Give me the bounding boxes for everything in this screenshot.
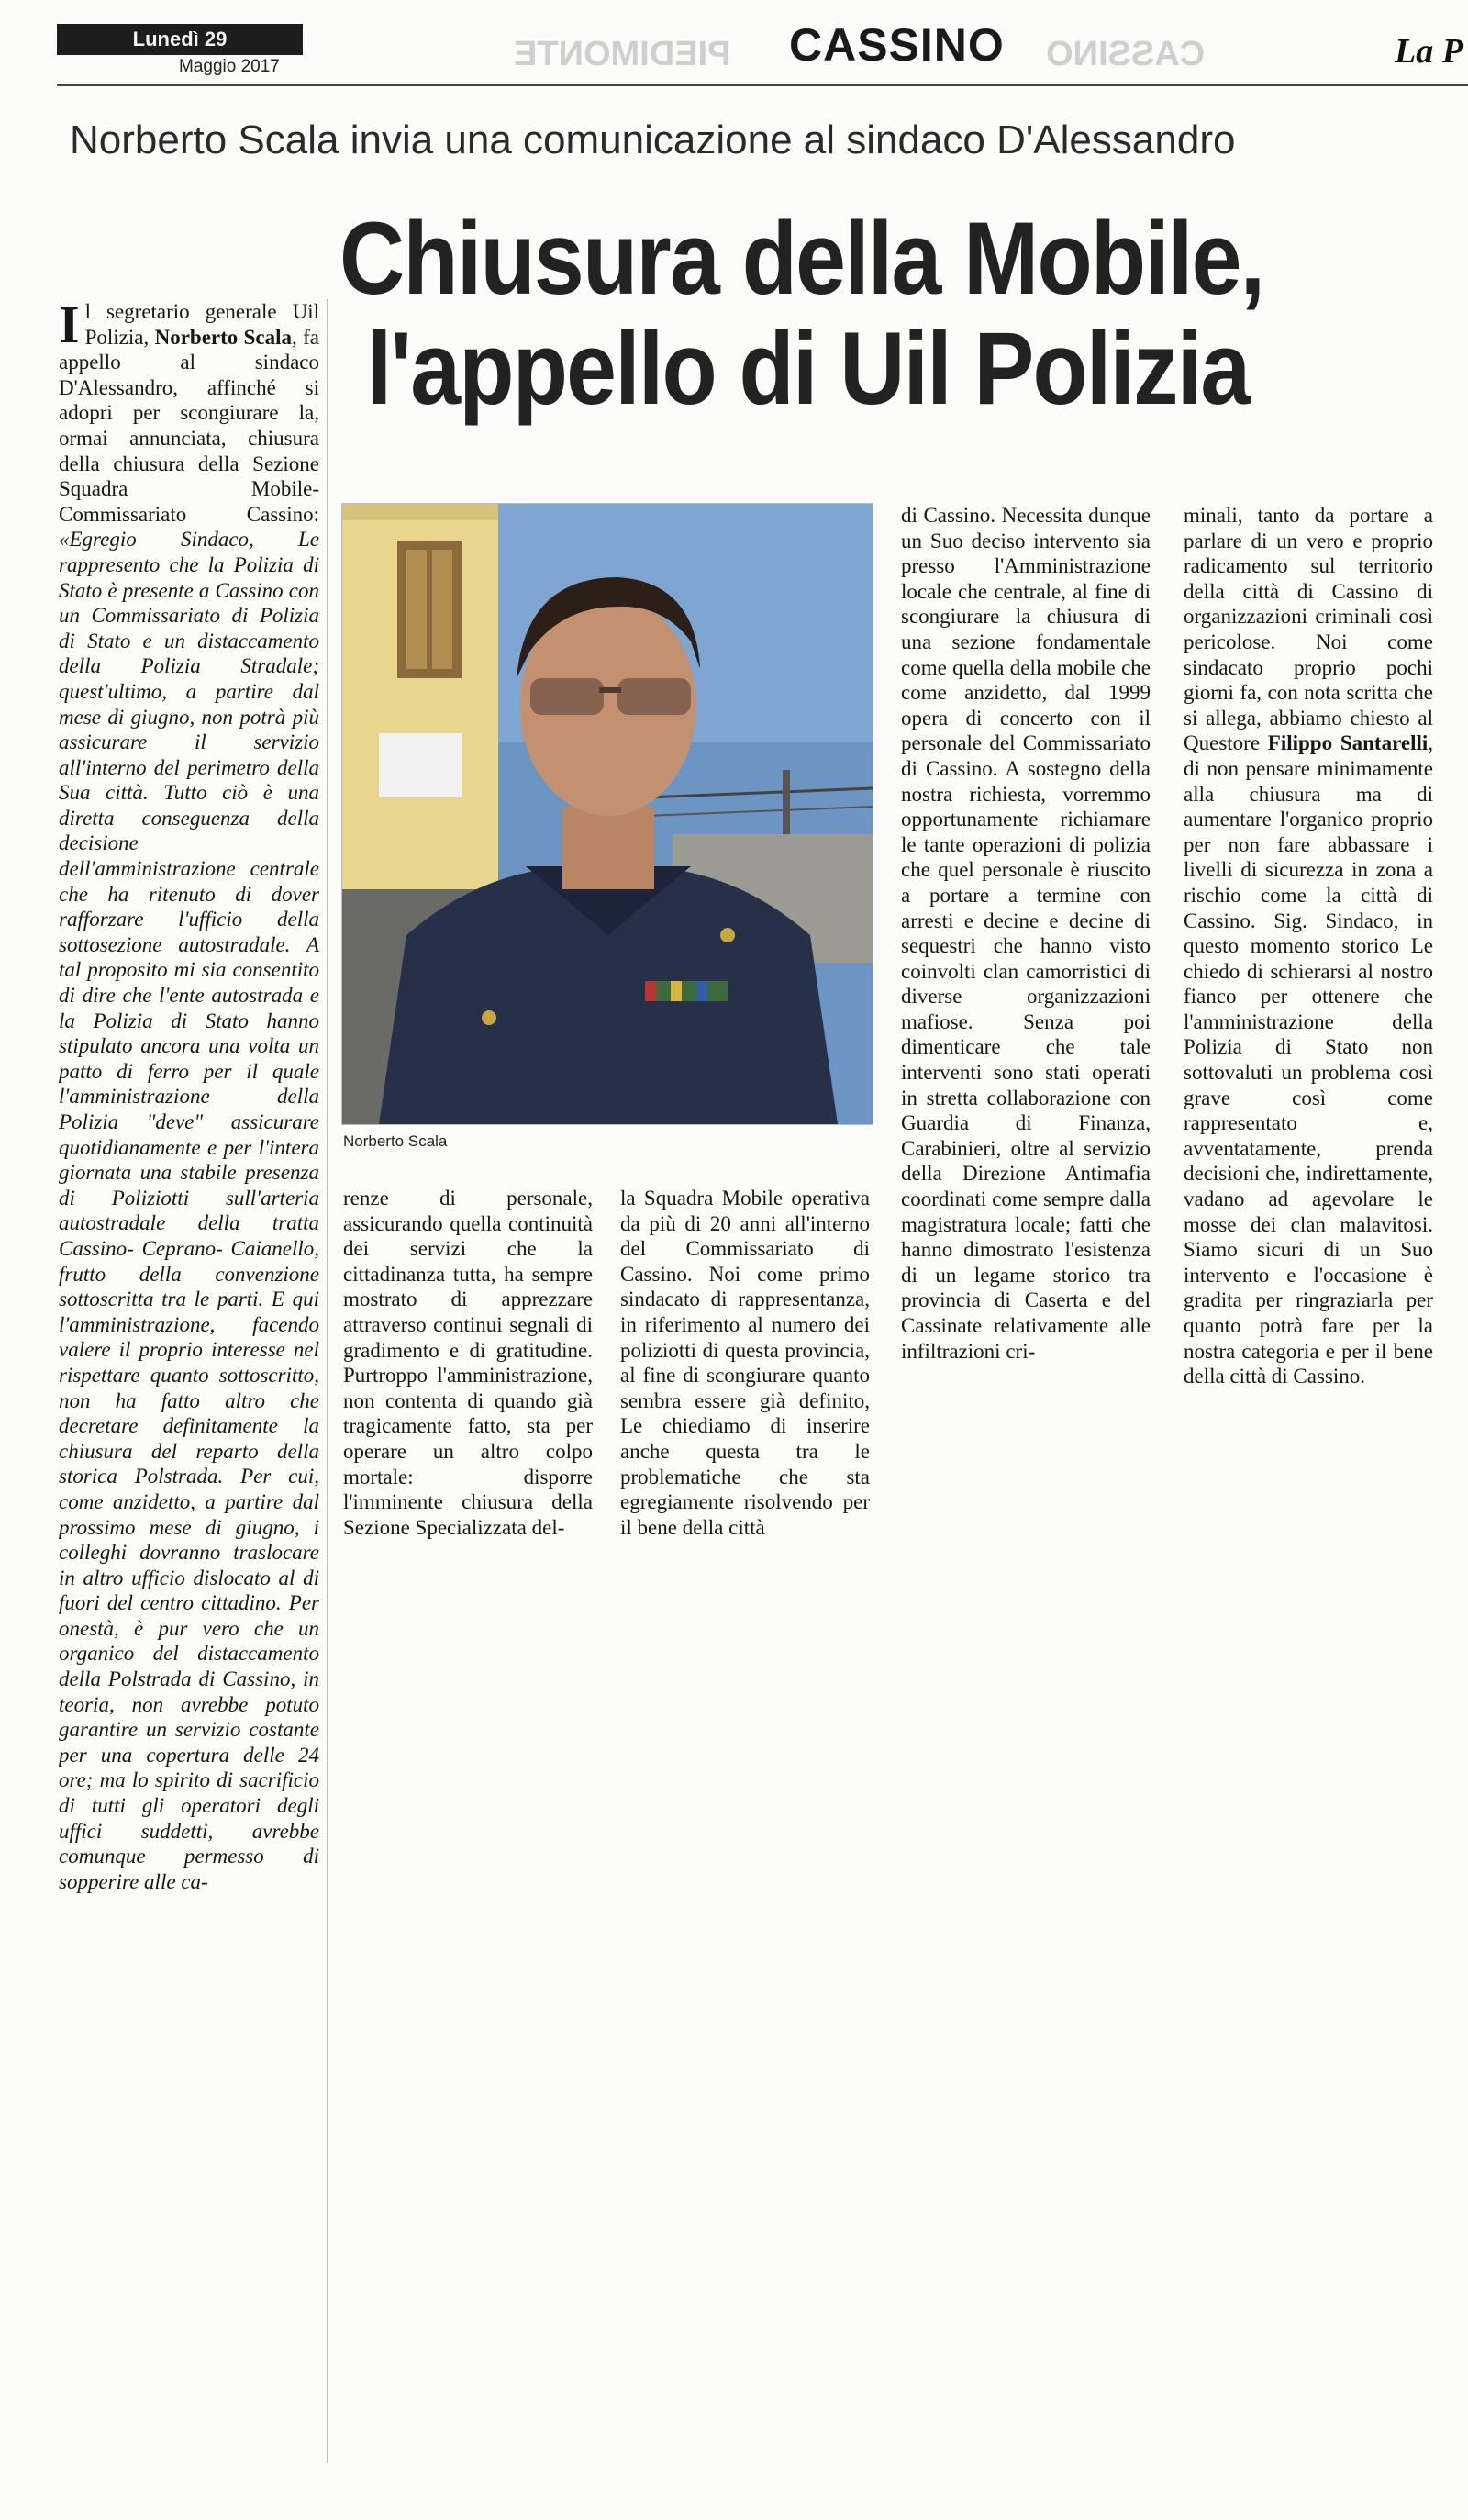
headline-line-2: l'appello di Uil Polizia	[366, 311, 1250, 426]
show-through-text-left: PIEDIMONTE	[514, 35, 731, 73]
author-name: Norberto Scala	[154, 325, 293, 349]
article-headline	[339, 201, 1308, 426]
section-title: CASSINO	[789, 19, 1005, 71]
headline-line-1: Chiusura della Mobile,	[339, 201, 1264, 316]
photo-caption: Norberto Scala	[343, 1132, 448, 1150]
article-column-3: la Squadra Mobile operativa da più di 20 anni all'interno del Commissariato di Cassino. Noi come primo sindacato di rappresentanza, in riferimento al numero dei poliziotti di questa provincia, al fine di scongiurare quanto sembra essere già definito, Le chiediamo di inserire anche questa tra le problematiche che sta egregiamente risolvendo per il bene della città	[620, 1187, 870, 1539]
date-day: Lunedì 29	[57, 24, 303, 55]
portrait-illustration	[342, 504, 873, 1124]
blank-area	[339, 1681, 1468, 2520]
drop-cap: I	[59, 299, 80, 354]
col1-lead: l segretario generale Uil Polizia,	[84, 300, 319, 349]
date-month: Maggio 2017	[179, 57, 280, 76]
article-kicker: Norberto Scala invia una comunicazione al sindaco D'Alessandro	[70, 117, 1236, 162]
show-through-text-right: CASSINO	[1046, 35, 1206, 73]
col1-body: «Egregio Sindaco, Le rappresento che la Polizia di Stato è presente a Cassino con un Commissariato di Polizia di Stato e un distaccamento della Polizia Stradale; quest'ultimo, a partire dal mese di giugno, non potrà più assicurare il servizio all'interno del perimetro della Sua città. Tutto ciò è una diretta conseguenza della decisione dell'amministrazione centrale che ha ritenuto di dover rafforzare l'ufficio della sottosezione autostradale. A tal proposito mi sia consentito di dire che l'ente autostrada e la Polizia di Stato hanno stipulato ancora una volta un patto di ferro per il quale l'amministrazione della Polizia "deve" assicurare quotidianamente e per l'intera giornata una stabile presenza di Poliziotti sull'arteria autostradale della tratta Cassino- Ceprano- Caianello, frutto della convenzione sottoscritta tra le parti. E qui l'amministrazione, facendo valere il proprio interesse nel rispettare quanto sottoscritto, non ha fatto altro che decretare definitamente la chiusura del reparto della storica Polstrada. Per cui, come anzidetto, a partire dal prossimo mese di giugno, i colleghi dovranno traslocare in altro ufficio dislocato al di fuori del centro cittadino. Per onestà, è pur vero che un organico del distaccamento della Polstrada di Cassino, in teoria, non avrebbe potuto garantire un servizio costante per una copertura delle 24 ore; ma lo spirito di sacrificio di tutti gli operatori degli uffici suddetti, avrebbe comunque permesso di sopperire alle ca-	[59, 528, 319, 1893]
article-column-2: renze di personale, assicurando quella continuità dei servizi che la cittadinanza tutta, ha sempre mostrato di apprezzare attraverso continui segnali di gradimento e di gratitudine. Purtroppo l'amministrazione, non contenta di quando già tragicamente fatto, sta per operare un altro colpo mortale: disporre l'imminente chiusura della Sezione Specializzata del-	[343, 1187, 593, 1539]
portrait-photo	[341, 503, 873, 1125]
col5-text-a: minali, tanto da portare a parlare di un vero e proprio radicamento sul territorio della città di Cassino di organizzazioni criminali così pericolose. Noi come sindacato proprio pochi giorni fa, con nota scritta che si allega, abbiamo chiesto al Questore	[1184, 504, 1433, 755]
article-column-4: di Cassino. Necessita dunque un Suo deciso intervento sia presso l'Amministrazione locale che centrale, al fine di scongiurare la chiusura di una sezione fondamentale come quella della mobile che come anzidetto, dal 1999 opera di concerto con il personale del Commissariato di Cassino. A sostegno della nostra richiesta, vorremmo opportunamente richiamare le tante operazioni di polizia che quel personale è riuscito a portare a termine con arresti e decine e decine di sequestri che hanno visto coinvolti clan camorristici di diverse organizzazioni mafiose. Senza poi dimenticare che tale interventi sono stati operati in stretta collaborazione con Guardia di Finanza, Carabinieri, oltre al servizio della Direzione Antimafia coordinati come sempre dalla magistratura locale; fatti che hanno dimostrato l'esistenza di un legame storico tra provincia di Caserta e del Cassinate relativamente alle infiltrazioni cri-	[901, 504, 1151, 1363]
col5-text-b: , di non pensare minimamente alla chiusura ma di aumentare l'organico proprio per non fare abbassare i livelli di sicurezza in zona a rischio come la città di Cassino. Sig. Sindaco, in questo momento storico Le chiedo di schierarsi al nostro fianco per ottenere che l'amministrazione della Polizia di Stato non sottovaluti un problema così grave così come rappresentato e, avventatamente, prenda decisioni che, indirettamente, vadano ad agevolare le mosse dei clan malavitosi. Siamo sicuri di un Suo intervento e l'occasione è gradita per ringraziarla per quanto potrà fare per la nostra categoria e per il bene della città di Cassino.	[1184, 731, 1433, 1388]
article-column-5	[1184, 503, 1433, 1663]
masthead-rule	[57, 84, 1468, 86]
col1-lead-rest: , fa appello al sindaco D'Alessandro, affinché si adopri per scongiurare la, ormai annunciata, chiusura della chiusura della Sezione Squadra Mobile- Commissariato Cassino:	[59, 325, 319, 526]
newspaper-brand: La P	[1395, 32, 1463, 71]
questore-name: Filippo Santarelli	[1267, 731, 1429, 755]
article-column-1	[59, 299, 328, 2463]
